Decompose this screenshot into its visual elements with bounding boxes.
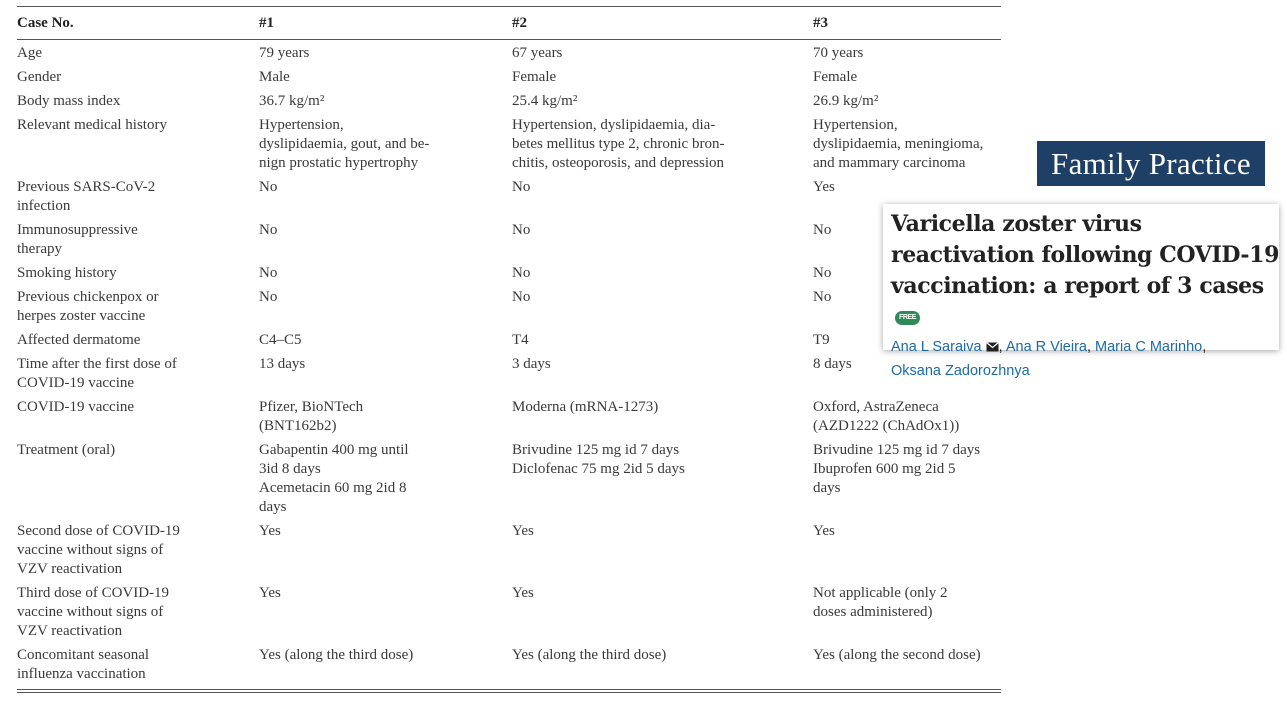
author-link[interactable]: Ana L Saraiva: [891, 339, 982, 355]
case-2-value: No: [512, 222, 531, 238]
table-bottom-rule: [17, 689, 1001, 693]
author-list: [891, 335, 1279, 383]
table-row: [17, 217, 1001, 260]
case-3-value: Oxford, AstraZeneca (AZD1222 (ChAdOx1)): [813, 399, 960, 434]
row-label: Treatment (oral): [17, 442, 116, 458]
case-3-value: No: [813, 289, 832, 305]
case-2-value: Yes (along the third dose): [512, 647, 667, 663]
case-1-value: Yes: [259, 585, 281, 601]
case-1-value: 36.7 kg/m²: [259, 93, 325, 109]
case-3-value: Female: [813, 69, 858, 85]
case-3-value: Yes: [813, 179, 835, 195]
case-3-value: Yes (along the second dose): [813, 647, 981, 663]
row-label: Previous SARS-CoV-2 infection: [17, 179, 156, 214]
author-separator: ,: [1202, 339, 1207, 355]
case-table: [17, 6, 1001, 693]
case-3-value: 70 years: [813, 45, 864, 61]
author-link[interactable]: Maria C Marinho: [1095, 339, 1203, 355]
header-case-2: #2: [512, 15, 527, 31]
row-label: Gender: [17, 69, 62, 85]
row-label: Third dose of COVID-19 vaccine without signs of VZV reactivation: [17, 585, 170, 639]
case-2-value: No: [512, 179, 531, 195]
row-label: Relevant medical history: [17, 117, 167, 133]
table-row: [17, 518, 1001, 580]
row-label: Concomitant seasonal influenza vaccination: [17, 647, 150, 682]
table-row: [17, 351, 1001, 394]
case-3-value: T9: [813, 332, 830, 348]
case-3-value: No: [813, 265, 832, 281]
table-row: [17, 40, 1001, 64]
table-row: [17, 580, 1001, 642]
table-row: [17, 642, 1001, 685]
case-1-value: No: [259, 179, 278, 195]
case-2-value: 3 days: [512, 356, 551, 372]
article-title[interactable]: [891, 209, 1279, 333]
free-badge: FREE: [895, 311, 920, 325]
case-3-value: Hypertension, dyslipidaemia, meningioma, and mammary carcinoma: [813, 117, 984, 171]
row-label: Immunosuppressive therapy: [17, 222, 138, 257]
author-link[interactable]: Ana R Vieira: [1005, 339, 1087, 355]
table-body: [17, 40, 1001, 685]
article-title-text: Varicella zoster virus reactivation following COVID-19 vaccination: a report of 3 cases: [891, 211, 1279, 299]
table-row: [17, 260, 1001, 284]
case-3-value: 26.9 kg/m²: [813, 93, 879, 109]
case-1-value: Hypertension, dyslipidaemia, gout, and be- nign prostatic hypertrophy: [259, 117, 430, 171]
row-label: Smoking history: [17, 265, 117, 281]
row-label: Second dose of COVID-19 vaccine without signs of VZV reactivation: [17, 523, 180, 577]
author-separator: ,: [998, 339, 1003, 355]
row-label: Body mass index: [17, 93, 121, 109]
table-row: [17, 437, 1001, 518]
case-1-value: No: [259, 289, 278, 305]
table-header-row: [17, 7, 1001, 39]
case-2-value: No: [512, 289, 531, 305]
table-row: [17, 88, 1001, 112]
case-3-value: No: [813, 222, 832, 238]
header-case-3: #3: [813, 15, 828, 31]
case-1-value: No: [259, 265, 278, 281]
header-case-1: #1: [259, 15, 274, 31]
case-2-value: Hypertension, dyslipidaemia, dia- betes mellitus type 2, chronic bron- chitis, osteoporosis, and depression: [512, 117, 725, 171]
case-3-value: Brivudine 125 mg id 7 days Ibuprofen 600 mg 2id 5 days: [813, 442, 981, 496]
case-1-value: Pfizer, BioNTech (BNT162b2): [259, 399, 364, 434]
table-row: [17, 284, 1001, 327]
case-3-value: Not applicable (only 2 doses administered): [813, 585, 948, 620]
case-1-value: C4–C5: [259, 332, 302, 348]
table-row: [17, 174, 1001, 217]
row-label: Previous chickenpox or herpes zoster vaccine: [17, 289, 159, 324]
case-1-value: No: [259, 222, 278, 238]
case-2-value: Moderna (mRNA-1273): [512, 399, 659, 415]
case-3-value: 8 days: [813, 356, 852, 372]
table-row: [17, 64, 1001, 88]
table-row: [17, 112, 1001, 174]
case-1-value: 13 days: [259, 356, 306, 372]
article-card: [883, 204, 1279, 379]
case-2-value: Brivudine 125 mg id 7 days Diclofenac 75 mg 2id 5 days: [512, 442, 685, 477]
case-1-value: Male: [259, 69, 290, 85]
case-1-value: Yes: [259, 523, 281, 539]
header-case-no: Case No.: [17, 15, 74, 31]
case-2-value: No: [512, 265, 531, 281]
row-label: Affected dermatome: [17, 332, 141, 348]
case-1-value: Gabapentin 400 mg until 3id 8 days Acemetacin 60 mg 2id 8 days: [259, 442, 409, 515]
mail-icon[interactable]: [986, 342, 999, 352]
case-2-value: T4: [512, 332, 529, 348]
row-label: Age: [17, 45, 42, 61]
case-2-value: 67 years: [512, 45, 563, 61]
table-row: [17, 394, 1001, 437]
case-2-value: Yes: [512, 585, 534, 601]
table-row: [17, 327, 1001, 351]
author-separator: ,: [1086, 339, 1091, 355]
case-2-value: 25.4 kg/m²: [512, 93, 578, 109]
case-2-value: Female: [512, 69, 557, 85]
row-label: COVID-19 vaccine: [17, 399, 135, 415]
case-3-value: Yes: [813, 523, 835, 539]
case-2-value: Yes: [512, 523, 534, 539]
case-1-value: 79 years: [259, 45, 310, 61]
row-label: Time after the first dose of COVID-19 vaccine: [17, 356, 177, 391]
author-link[interactable]: Oksana Zadorozhnya: [891, 363, 1030, 379]
case-1-value: Yes (along the third dose): [259, 647, 414, 663]
journal-banner[interactable]: Family Practice: [1037, 141, 1265, 186]
